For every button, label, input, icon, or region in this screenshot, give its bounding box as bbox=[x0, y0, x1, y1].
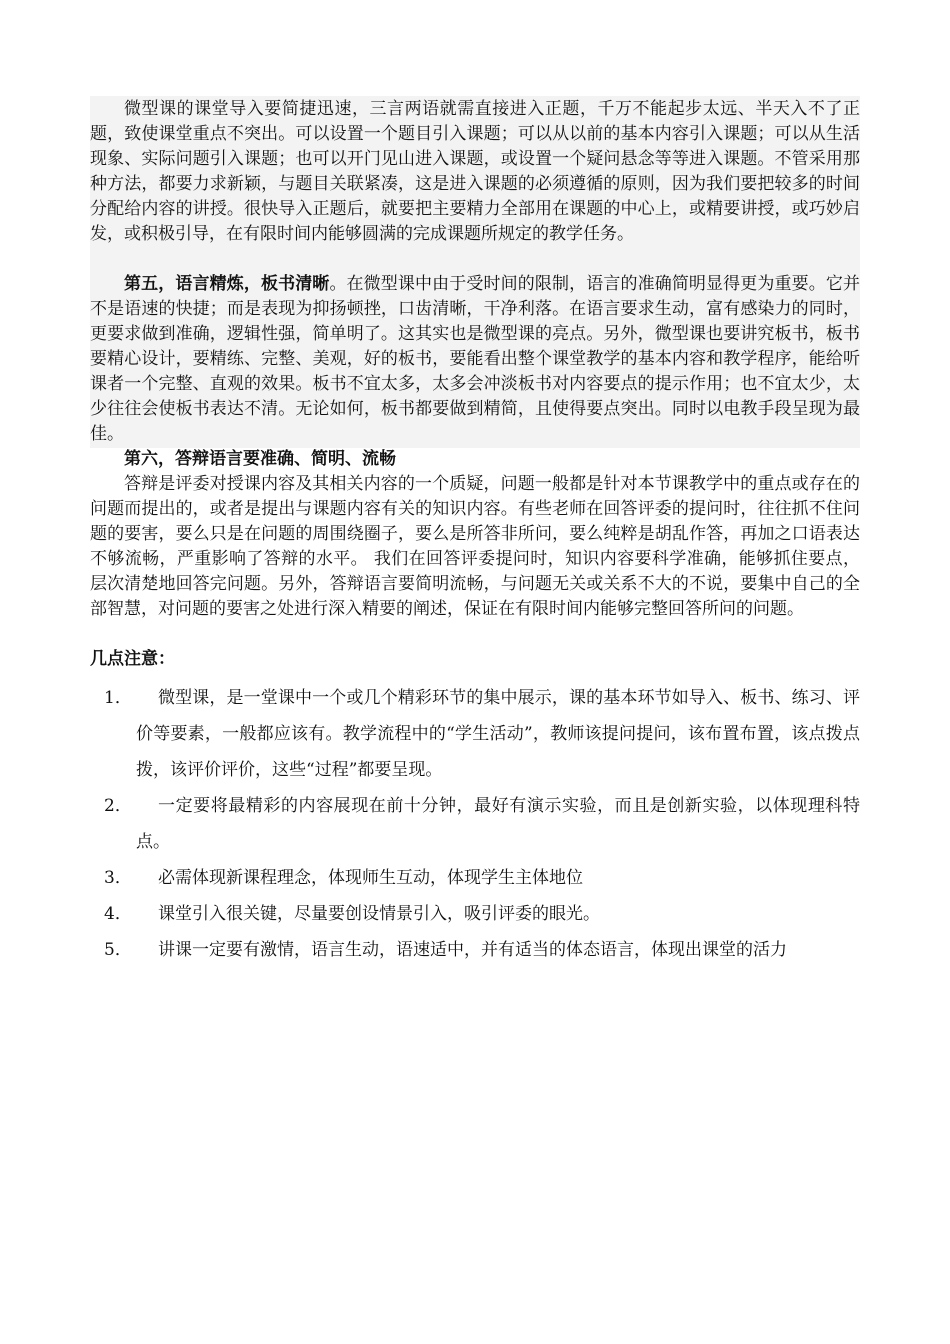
notes-list bbox=[90, 680, 860, 968]
sixth-heading: 第六，答辩语言要准确、简明、流畅 bbox=[124, 449, 396, 469]
list-item-number: 1． bbox=[104, 688, 132, 708]
list-item-number: 4． bbox=[104, 904, 132, 924]
list-item bbox=[90, 860, 860, 896]
list-item-text: 讲课一定要有激情，语言生动，语速适中，并有适当的体态语言，体现出课堂的活力 bbox=[158, 940, 787, 960]
list-item-text: 微型课，是一堂课中一个或几个精彩环节的集中展示，课的基本环节如导入、板书、练习、评价等要素，一般都应该有。教学流程中的“学生活动”，教师该提问提问，该布置布置，该点拨点拨，该评价评价，这些“过程”都要呈现。 bbox=[136, 688, 860, 780]
notes-title: 几点注意： bbox=[90, 649, 175, 669]
paragraph-sixth: 答辩是评委对授课内容及其相关内容的一个质疑，问题一般都是针对本节课教学中的重点或存在的问题而提出的，或者是提出与课题内容有关的知识内容。有些老师在回答评委的提问时，往往抓不住问题的要害，要么只是在问题的周围绕圈子，要么是所答非所问，要么纯粹是胡乱作答，再加之口语表达不够流畅，严重影响了答辩的水平。 我们在回答评委提问时，知识内容要科学准确，能够抓住要点，层次清楚地回答完问题。另外，答辩语言要简明流畅，与问题无关或关系不大的不说，要集中自己的全部智慧，对问题的要害之处进行深入精要的阐述，保证在有限时间内能够完整回答所问的问题。 bbox=[90, 474, 860, 619]
fifth-body: 。在微型课中由于受时间的限制，语言的准确简明显得更为重要。它并不是语速的快捷；而是表现为抑扬顿挫，口齿清晰，干净利落。在语言要求生动，富有感染力的同时，更要求做到准确，逻辑性强，简单明了。这其实也是微型课的亮点。另外，微型课也要讲究板书，板书要精心设计，要精练、完整、美观，好的板书，要能看出整个课堂教学的基本内容和教学程序，能给听课者一个完整、直观的效果。板书不宜太多，太多会冲淡板书对内容要点的提示作用；也不宜太少，太少往往会使板书表达不清。无论如何，板书都要做到精简，且使得要点突出。同时以电教手段呈现为最佳。 bbox=[90, 274, 861, 444]
list-item-number: 5． bbox=[104, 940, 132, 960]
paragraph-fifth bbox=[90, 272, 860, 447]
list-item bbox=[90, 896, 860, 932]
list-item-text: 必需体现新课程理念，体现师生互动，体现学生主体地位 bbox=[158, 868, 583, 888]
list-item bbox=[90, 932, 860, 968]
list-item bbox=[90, 680, 860, 788]
paragraph-intro: 微型课的课堂导入要简捷迅速，三言两语就需直接进入正题，千万不能起步太远、半天入不了正题，致使课堂重点不突出。可以设置一个题目引入课题；可以从以前的基本内容引入课题；可以从生活现象、实际问题引入课题；也可以开门见山进入课题，或设置一个疑问悬念等等进入课题。不管采用那种方法，都要力求新颖，与题目关联紧凑，这是进入课题的必须遵循的原则，因为我们要把较多的时间分配给内容的讲授。很快导入正题后，就要把主要精力全部用在课题的中心上，或精要讲授，或巧妙启发，或积极引导，在有限时间内能够圆满的完成课题所规定的教学任务。 bbox=[90, 99, 860, 244]
list-item-number: 2． bbox=[104, 796, 132, 816]
list-item bbox=[90, 788, 860, 860]
list-item-text: 一定要将最精彩的内容展现在前十分钟，最好有演示实验，而且是创新实验，以体现理科特点。 bbox=[136, 796, 860, 852]
list-item-number: 3． bbox=[104, 868, 132, 888]
list-item-text: 课堂引入很关键，尽量要创设情景引入，吸引评委的眼光。 bbox=[158, 904, 600, 924]
fifth-heading: 第五，语言精炼，板书清晰 bbox=[124, 274, 330, 294]
